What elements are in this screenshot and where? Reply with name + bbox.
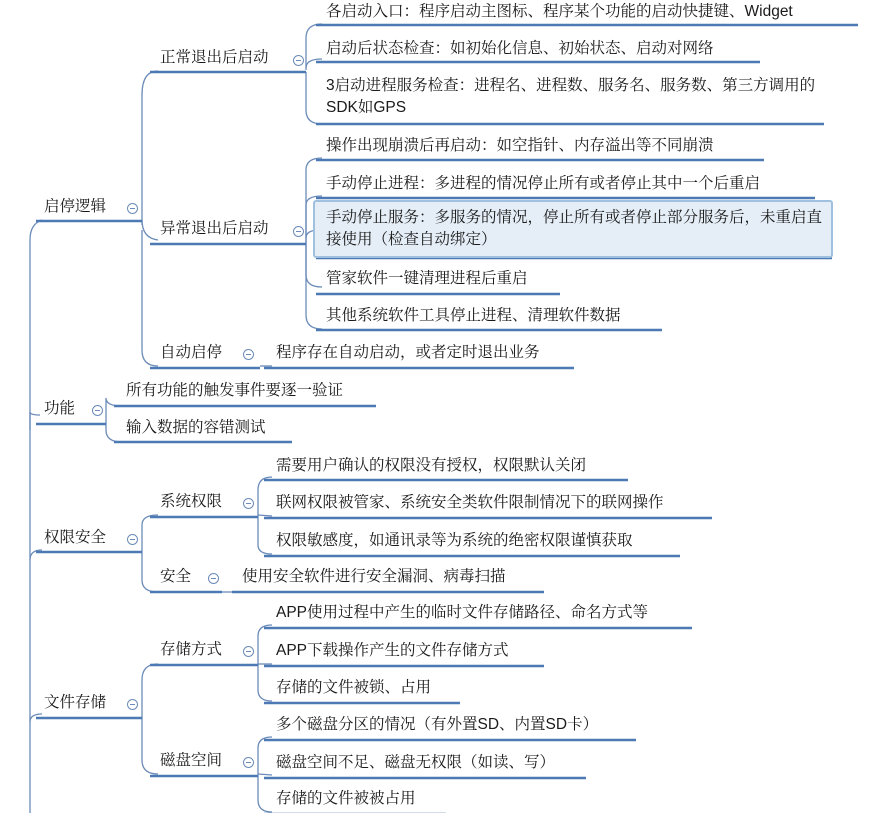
leaf-node[interactable]: 使用安全软件进行安全漏洞、病毒扫描: [242, 568, 506, 585]
node-zhengchang-tuichu[interactable]: 正常退出后启动: [160, 49, 269, 66]
collapse-toggle-icon[interactable]: [243, 646, 254, 657]
node-qiting-luoji[interactable]: 启停逻辑: [44, 198, 107, 215]
collapse-toggle-icon[interactable]: [92, 405, 103, 416]
collapse-toggle-icon[interactable]: [208, 573, 219, 584]
leaf-node[interactable]: 多个磁盘分区的情况（有外置SD、内置SD卡）: [276, 716, 599, 733]
node-gongneng[interactable]: 功能: [44, 400, 76, 417]
collapse-toggle-icon[interactable]: [243, 498, 254, 509]
leaf-node[interactable]: 其他系统软件工具停止进程、清理软件数据: [326, 307, 621, 324]
collapse-toggle-icon[interactable]: [127, 203, 138, 214]
node-yichang-tuichu[interactable]: 异常退出后启动: [160, 220, 269, 237]
leaf-node[interactable]: 磁盘空间不足、磁盘无权限（如读、写）: [276, 754, 556, 771]
leaf-node[interactable]: APP下载操作产生的文件存储方式: [276, 642, 509, 659]
leaf-node[interactable]: 存储的文件被锁、占用: [276, 679, 432, 696]
node-wenjian-cunchu[interactable]: 文件存储: [44, 694, 107, 711]
leaf-node[interactable]: 管家软件一键清理进程后重启: [326, 270, 528, 287]
leaf-node[interactable]: 存储的文件被被占用: [276, 790, 416, 807]
leaf-node[interactable]: 联网权限被管家、系统安全类软件限制情况下的联网操作: [276, 494, 664, 511]
collapse-toggle-icon[interactable]: [127, 699, 138, 710]
collapse-toggle-icon[interactable]: [243, 757, 254, 768]
leaf-node[interactable]: 需要用户确认的权限没有授权，权限默认关闭: [276, 457, 587, 474]
leaf-node[interactable]: APP使用过程中产生的临时文件存储路径、命名方式等: [276, 604, 649, 621]
collapse-toggle-icon[interactable]: [293, 55, 304, 66]
leaf-node[interactable]: 程序存在自动启动，或者定时退出业务: [276, 344, 540, 361]
leaf-node[interactable]: 权限敏感度，如通讯录等为系统的绝密权限谨慎获取: [276, 532, 633, 549]
leaf-node[interactable]: 输入数据的容错测试: [126, 419, 266, 436]
node-xitong-quanxian[interactable]: 系统权限: [160, 493, 223, 510]
node-zidong-qiting[interactable]: 自动启停: [160, 344, 223, 361]
leaf-node-selected[interactable]: 手动停止服务：多服务的情况，停止所有或者停止部分服务后，未重启直接使用（检查自动绑定）: [326, 209, 823, 248]
node-cipan-kongjian[interactable]: 磁盘空间: [160, 752, 223, 769]
collapse-toggle-icon[interactable]: [243, 349, 254, 360]
leaf-node[interactable]: 启动后状态检查：如初始化信息、初始状态、启动对网络: [326, 40, 714, 57]
node-anquan[interactable]: 安全: [160, 568, 192, 585]
collapse-toggle-icon[interactable]: [127, 534, 138, 545]
leaf-node[interactable]: 各启动入口：程序启动主图标、程序某个功能的启动快捷键、Widget: [326, 3, 793, 20]
leaf-node[interactable]: 手动停止进程：多进程的情况停止所有或者停止其中一个后重启: [326, 175, 761, 192]
collapse-toggle-icon[interactable]: [293, 226, 304, 237]
leaf-node[interactable]: 所有功能的触发事件要逐一验证: [126, 382, 344, 399]
leaf-node[interactable]: 操作出现崩溃后再启动：如空指针、内存溢出等不同崩溃: [326, 137, 714, 154]
node-quanxian-anquan[interactable]: 权限安全: [44, 529, 107, 546]
leaf-node[interactable]: 3启动进程服务检查：进程名、进程数、服务名、服务数、第三方调用的SDK如GPS: [326, 77, 816, 116]
node-cunchu-fangshi[interactable]: 存储方式: [160, 641, 223, 658]
